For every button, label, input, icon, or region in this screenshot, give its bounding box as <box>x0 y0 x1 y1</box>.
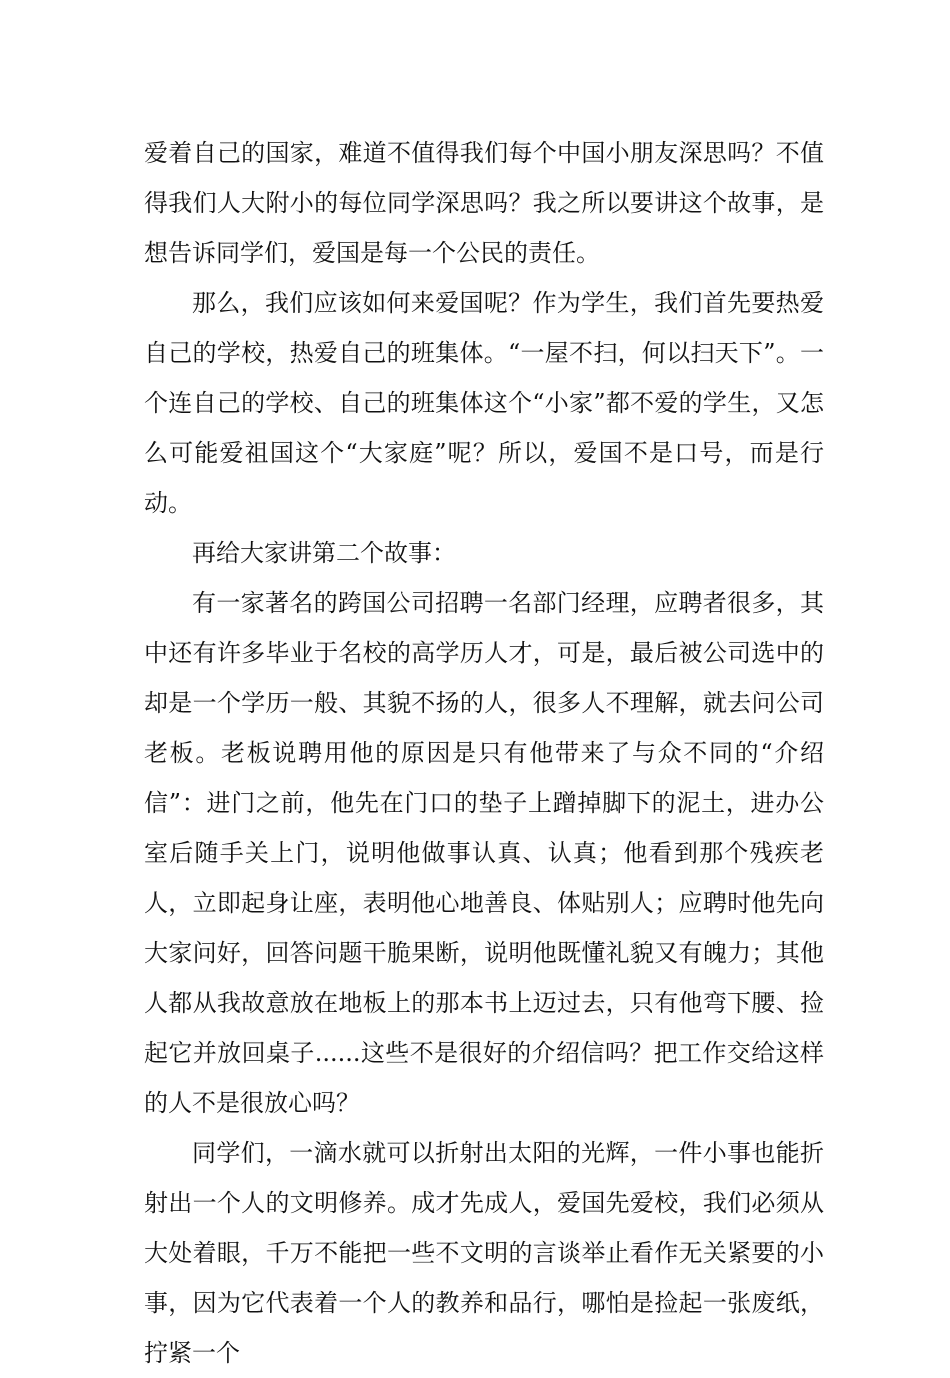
paragraph-5: 同学们，一滴水就可以折射出太阳的光辉，一件小事也能折射出一个人的文明修养。成才先成人，爱国先爱校，我们必须从大处着眼，千万不能把一些不文明的言谈举止看作无关紧要的小事，因为它代表着一个人的教养和品行，哪怕是捡起一张废纸，拧紧一个 <box>144 1139 824 1367</box>
paragraph-2: 那么，我们应该如何来爱国呢？作为学生，我们首先要热爱自己的学校，热爱自己的班集体。“一屋不扫，何以扫天下”。一个连自己的学校、自己的班集体这个“小家”都不爱的学生，又怎么可能爱祖国这个“大家庭”呢？所以，爱国不是口号，而是行动。 <box>144 289 824 517</box>
paragraph-1: 爱着自己的国家，难道不值得我们每个中国小朋友深思吗？不值得我们人大附小的每位同学深思吗？我之所以要讲这个故事，是想告诉同学们，爱国是每一个公民的责任。 <box>144 139 824 267</box>
paragraph-3: 再给大家讲第二个故事： <box>192 539 456 567</box>
paragraph-4: 有一家著名的跨国公司招聘一名部门经理，应聘者很多，其中还有许多毕业于名校的高学历人才，可是，最后被公司选中的却是一个学历一般、其貌不扬的人，很多人不理解，就去问公司老板。老板说聘用他的原因是只有他带来了与众不同的“介绍信”：进门之前，他先在门口的垫子上蹭掉脚下的泥土，进办公室后随手关上门，说明他做事认真、认真；他看到那个残疾老人，立即起身让座，表明他心地善良、体贴别人；应聘时他先向大家问好，回答问题干脆果断，说明他既懂礼貌又有魄力；其他人都从我故意放在地板上的那本书上迈过去，只有他弯下腰、捡起它并放回桌子......这些不是很好的介绍信吗？把工作交给这样的人不是很放心吗？ <box>144 589 824 1117</box>
document-body <box>144 128 824 1378</box>
